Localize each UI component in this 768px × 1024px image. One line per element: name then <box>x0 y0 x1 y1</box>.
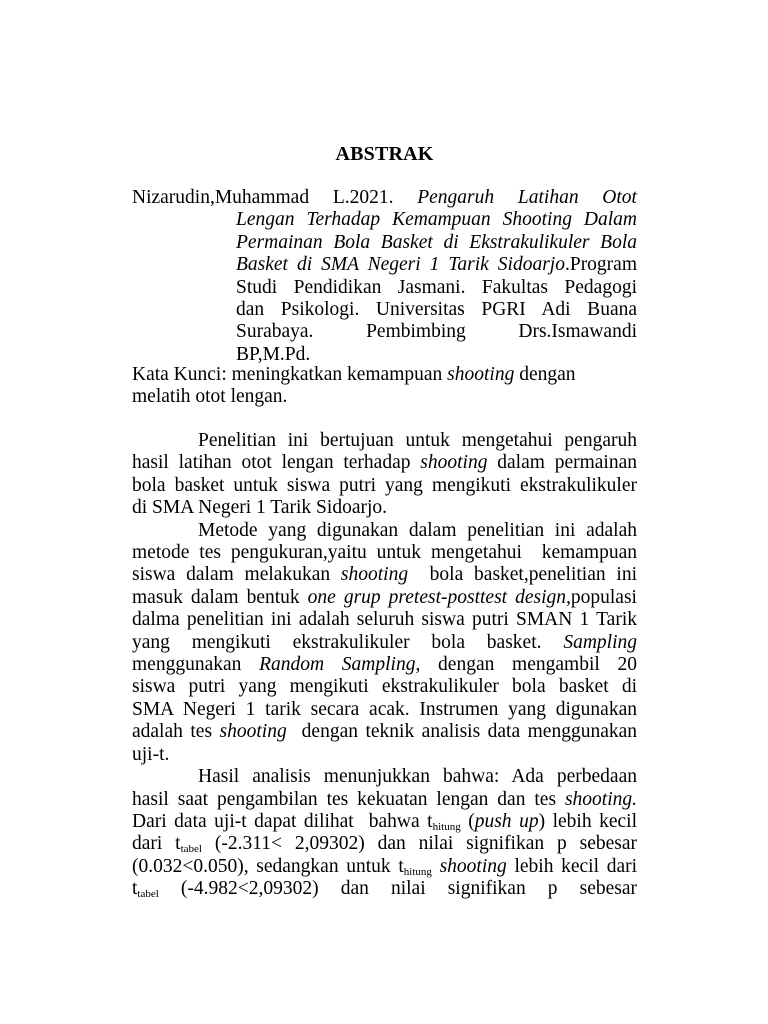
paragraph-line: dalma penelitian ini adalah seluruh siswa putri SMAN 1 Tarik <box>132 609 637 631</box>
text-run: hasil saat pengambilan tes kekuatan lengan dan tes <box>132 788 565 810</box>
paragraph-line: di SMA Negeri 1 Tarik Sidoarjo. <box>132 497 388 519</box>
text-italic: shooting. <box>564 788 637 810</box>
paragraph-line <box>132 632 637 654</box>
paragraph-line <box>132 452 637 474</box>
paragraph-line: SMA Negeri 1 tarik secara acak. Instrumen yang digunakan <box>132 698 637 720</box>
keywords-label: Kata Kunci: meningkatkan kemampuan <box>132 364 448 385</box>
paragraph-line <box>132 587 637 609</box>
keyword-italic: shooting <box>447 364 515 385</box>
text-run: siswa dalam melakukan <box>132 564 341 586</box>
text-italic: Sampling <box>563 631 637 653</box>
keywords-line: melatih otot lengan. <box>132 386 288 408</box>
text-italic: push up <box>474 810 539 832</box>
text-run: yang mengikuti ekstrakulikuler bola basket. <box>132 631 564 653</box>
citation-title: Lengan Terhadap Kemampuan Shooting Dalam <box>236 209 637 231</box>
text-italic: Random Sampling <box>259 654 416 676</box>
text-run: (-4.982<2,09302) dan nilai signifikan p sebesar <box>158 878 637 900</box>
paragraph-line: bola basket untuk siswa putri yang mengikuti ekstrakulikuler <box>132 474 637 496</box>
text-run: hasil latihan otot lengan terhadap <box>132 452 421 474</box>
subscript: hitung <box>432 820 461 833</box>
abstract-title: ABSTRAK <box>335 143 434 165</box>
text-run: Dari data uji-t dapat dilihat bahwa t <box>132 810 433 832</box>
text-run: ( <box>460 810 475 832</box>
citation-program: .Program <box>564 254 637 276</box>
citation-line <box>132 187 637 209</box>
text-run: t <box>132 878 138 900</box>
paragraph-line <box>132 721 637 743</box>
text-run: metode tes pengukuran,yaitu untuk mengetahui kemampuan <box>132 542 637 564</box>
abstract-body <box>132 430 637 901</box>
text-run: ) lebih kecil <box>538 810 637 832</box>
citation-line <box>132 209 637 231</box>
text-italic: shooting <box>340 564 409 586</box>
citation-title: Pengaruh Latihan Otot <box>417 187 637 208</box>
text-run: , dengan mengambil 20 <box>415 654 637 676</box>
keywords <box>132 364 637 409</box>
text-run: dalam permainan <box>487 452 637 474</box>
subscript: tabel <box>180 843 202 856</box>
text-run: (0.032<0.050), sedangkan untuk t <box>132 855 404 877</box>
paragraph-line <box>132 878 637 900</box>
text-run: dengan teknik analisis data menggunakan <box>286 721 637 743</box>
subscript: hitung <box>403 865 432 878</box>
paragraph-line <box>132 789 637 811</box>
text-run: bola basket,penelitian ini <box>408 564 637 586</box>
keywords-text: dengan <box>514 364 576 385</box>
citation-line: dan Psikologi. Universitas PGRI Adi Buana <box>236 299 637 321</box>
citation-line: BP,M.Pd. <box>236 343 311 365</box>
paragraph-line: Penelitian ini bertujuan untuk mengetahui pengaruh <box>198 430 637 451</box>
citation-title: Basket di SMA Negeri 1 Tarik Sidoarjo <box>236 254 565 276</box>
citation-line <box>132 321 637 343</box>
text-run <box>432 856 440 877</box>
text-run: lebih kecil dari <box>506 855 638 877</box>
citation-block <box>132 187 637 366</box>
text-run: dari t <box>132 833 181 855</box>
citation-line: Studi Pendidikan Jasmani. Fakultas Pedagogi <box>236 276 637 298</box>
text-run: menggunakan <box>132 654 260 676</box>
paragraph-line <box>132 564 637 586</box>
citation-title: Permainan Bola Basket di Ekstrakulikuler Bola <box>236 231 637 253</box>
subscript: tabel <box>137 888 159 901</box>
paragraph-line <box>132 542 637 564</box>
paragraph-line <box>132 811 637 833</box>
citation-line <box>132 232 637 254</box>
text-run: (-2.311< 2,09302) dan nilai signifikan p sebesar <box>202 833 638 855</box>
text-run: adalah tes <box>132 721 220 743</box>
text-run: masuk dalam bentuk <box>132 586 308 608</box>
keywords-line <box>132 364 637 386</box>
text-run: populasi <box>570 586 637 608</box>
text-italic: shooting <box>219 721 287 743</box>
citation-author: Nizarudin,Muhammad L.2021. <box>132 187 418 208</box>
paragraph-line: siswa putri yang mengikuti ekstrakulikuler bola basket di <box>132 676 637 698</box>
paragraph-line: Hasil analisis menunjukkan bahwa: Ada perbedaan <box>198 766 637 788</box>
paragraph-line <box>132 833 637 855</box>
text-italic: one grup pretest-posttest design, <box>307 586 571 608</box>
citation-advisor: Surabaya. Pembimbing Drs.Ismawandi <box>236 321 637 343</box>
paragraph-line <box>132 654 637 676</box>
text-italic: shooting <box>420 452 488 474</box>
text-italic: shooting <box>439 855 507 877</box>
citation-line <box>132 254 637 276</box>
paragraph-line <box>132 856 637 878</box>
paragraph-line: Metode yang digunakan dalam penelitian ini adalah <box>198 519 637 541</box>
paragraph-line: uji-t. <box>132 743 170 765</box>
